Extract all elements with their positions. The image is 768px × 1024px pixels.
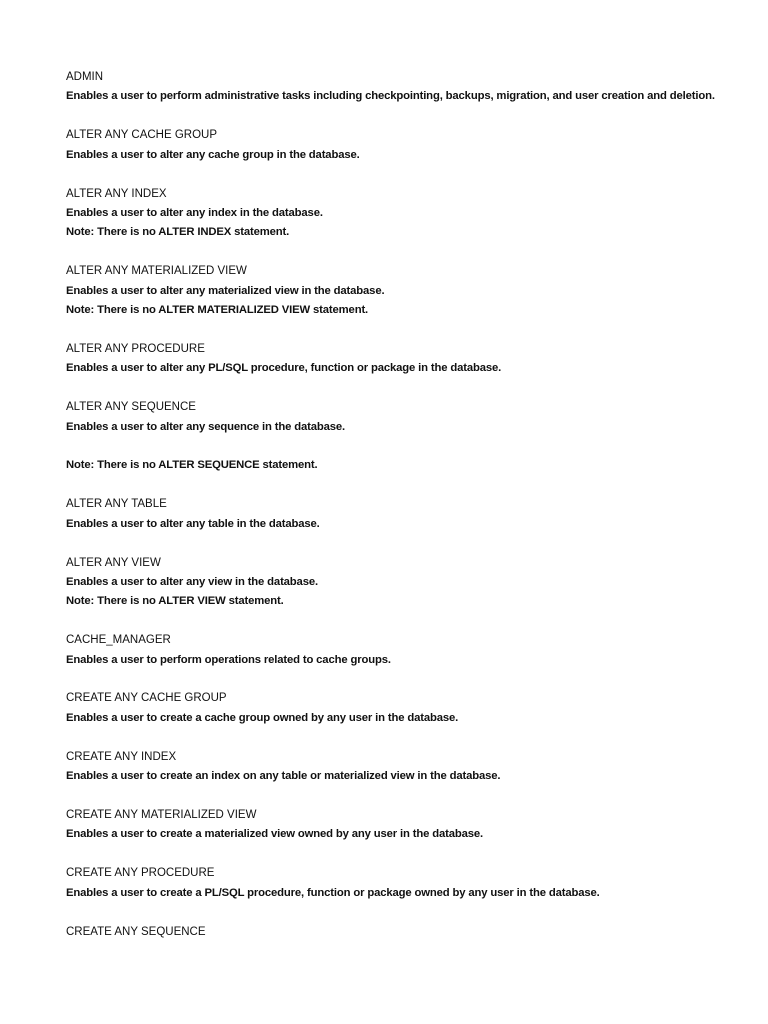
privilege-entry-alter-any-sequence bbox=[66, 398, 756, 476]
privilege-title: ALTER ANY SEQUENCE bbox=[66, 401, 196, 414]
privilege-description: Enables a user to alter any view in the database. bbox=[66, 575, 318, 588]
privilege-title: ALTER ANY MATERIALIZED VIEW bbox=[66, 265, 247, 278]
privilege-description: Enables a user to alter any cache group in the database. bbox=[66, 148, 360, 161]
privilege-description: Enables a user to create an index on any table or materialized view in the database. bbox=[66, 770, 501, 783]
privilege-entry-alter-any-index bbox=[66, 185, 756, 243]
privilege-entry-alter-any-materialized-view bbox=[66, 262, 756, 320]
privilege-note: Note: There is no ALTER SEQUENCE statement. bbox=[66, 459, 318, 472]
privilege-entry-create-any-index bbox=[66, 748, 756, 787]
privilege-title: ALTER ANY CACHE GROUP bbox=[66, 129, 218, 142]
document-page bbox=[66, 68, 756, 962]
privilege-title: CREATE ANY CACHE GROUP bbox=[66, 692, 227, 705]
privilege-title: CREATE ANY PROCEDURE bbox=[66, 867, 215, 880]
privilege-entry-create-any-procedure bbox=[66, 864, 756, 903]
privilege-entry-create-any-materialized-view bbox=[66, 806, 756, 845]
blank-line bbox=[66, 437, 756, 456]
privilege-title: ALTER ANY PROCEDURE bbox=[66, 342, 205, 355]
privilege-description: Enables a user to create a materialized view owned by any user in the database. bbox=[66, 828, 483, 841]
privilege-description: Enables a user to alter any PL/SQL procedure, function or package in the database. bbox=[66, 362, 502, 375]
privilege-entry-admin bbox=[66, 68, 756, 107]
privilege-entry-alter-any-procedure bbox=[66, 340, 756, 379]
privilege-title: ALTER ANY VIEW bbox=[66, 556, 161, 569]
privilege-title: ADMIN bbox=[66, 71, 104, 83]
privilege-entry-alter-any-table bbox=[66, 495, 756, 534]
privilege-description: Enables a user to perform operations related to cache groups. bbox=[66, 653, 391, 666]
privilege-description: Enables a user to alter any table in the database. bbox=[66, 517, 320, 530]
privilege-title: CREATE ANY MATERIALIZED VIEW bbox=[66, 809, 257, 822]
privilege-entry-alter-any-cache-group bbox=[66, 126, 756, 165]
privilege-description: Enables a user to perform administrative tasks including checkpointing, backups, migration, and user creation and deletion. bbox=[66, 90, 715, 103]
privilege-note: Note: There is no ALTER MATERIALIZED VIEW statement. bbox=[66, 304, 369, 317]
privilege-description: Enables a user to alter any index in the database. bbox=[66, 206, 323, 219]
privilege-entry-alter-any-view bbox=[66, 554, 756, 612]
privilege-entry-create-any-cache-group bbox=[66, 689, 756, 728]
privilege-title: CACHE_MANAGER bbox=[66, 634, 171, 647]
privilege-title: CREATE ANY SEQUENCE bbox=[66, 925, 206, 938]
privilege-entry-create-any-sequence bbox=[66, 923, 756, 942]
privilege-description: Enables a user to alter any sequence in the database. bbox=[66, 420, 345, 433]
privilege-title: ALTER ANY INDEX bbox=[66, 187, 167, 200]
privilege-title: CREATE ANY INDEX bbox=[66, 750, 177, 763]
privilege-description: Enables a user to create a cache group owned by any user in the database. bbox=[66, 711, 459, 724]
privilege-description: Enables a user to alter any materialized view in the database. bbox=[66, 284, 385, 297]
privilege-description: Enables a user to create a PL/SQL procedure, function or package owned by any user in the database. bbox=[66, 886, 600, 899]
privilege-entry-cache-manager bbox=[66, 631, 756, 670]
privilege-note: Note: There is no ALTER VIEW statement. bbox=[66, 595, 284, 608]
privilege-title: ALTER ANY TABLE bbox=[66, 498, 167, 511]
privilege-note: Note: There is no ALTER INDEX statement. bbox=[66, 226, 290, 239]
